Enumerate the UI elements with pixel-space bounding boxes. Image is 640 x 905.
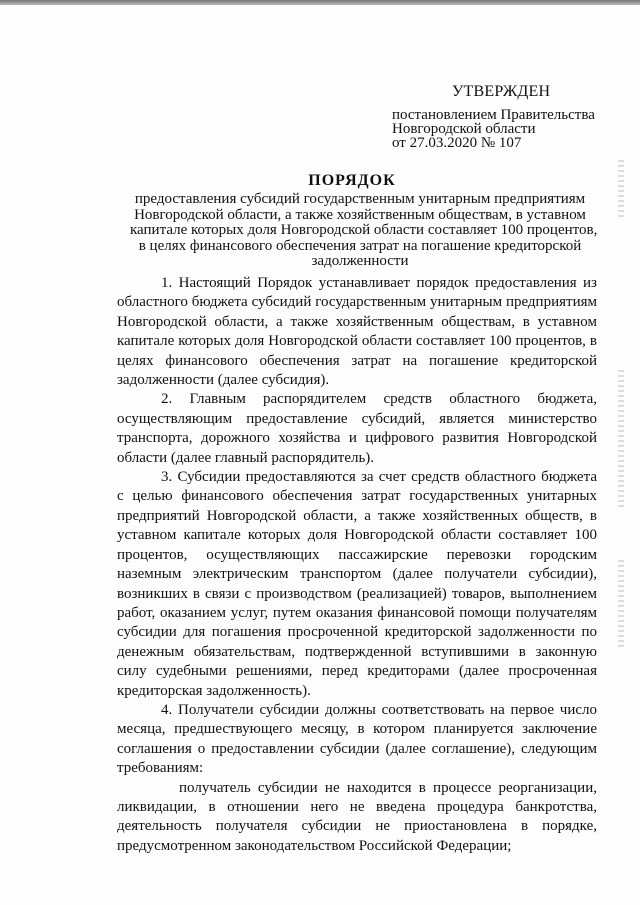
document-body <box>117 274 597 856</box>
subtitle-line: капитале которых доля Новгородской области составляет 100 процентов, <box>130 222 598 238</box>
approval-title: УТВЕРЖДЕН <box>452 83 551 100</box>
document-title: ПОРЯДОК <box>308 172 396 189</box>
subtitle-line: в целях финансового обеспечения затрат на погашение кредиторской <box>138 237 582 254</box>
margin-stamp-mark <box>618 160 624 220</box>
approval-line: постановлением Правительства <box>392 107 595 123</box>
paragraph-requirement-1: получатель субсидии не находится в процессе реорганизации, ликвидации, в отношении него не введена процедура банкротства, деятельность получателя субсидии не приостановлена в порядке, предусмотренном законодательством Российской Федерации; <box>117 779 597 854</box>
approval-line: Новгородской области <box>392 121 536 137</box>
paragraph-2: 2. Главным распорядителем средств областного бюджета, осуществляющим предоставление субсидий, является министерство транспорта, дорожного хозяйства и цифрового развития Новгородской области (далее главный распорядитель). <box>117 391 597 466</box>
subtitle-line: предоставления субсидий государственным унитарным предприятиям <box>134 191 586 207</box>
subtitle-line: Новгородской области, а также хозяйственным обществам, в уставном <box>134 206 586 223</box>
margin-stamp-mark <box>618 560 624 650</box>
page-top-edge <box>0 0 640 5</box>
paragraph-1: 1. Настоящий Порядок устанавливает порядок предоставления из областного бюджета субсидий государственным унитарным предприятиям Новгородской области, а также хозяйственным обществам, в уставном капитале которых доля Новгородской области составляет 100 процентов, в целях финансового обеспечения затрат на погашение кредиторской задолженности (далее субсидия). <box>117 275 597 389</box>
margin-stamp-mark <box>618 370 624 510</box>
subtitle-line: задолженности <box>311 253 409 269</box>
paragraph-4: 4. Получатели субсидии должны соответствовать на первое число месяца, предшествующего месяцу, в котором планируется заключение соглашения о предоставлении субсидии (далее соглашение), следующим требованиям: <box>117 701 597 777</box>
document-subtitle <box>130 191 598 270</box>
approval-line: от 27.03.2020 № 107 <box>392 135 522 151</box>
paragraph-3: 3. Субсидии предоставляются за счет средств областного бюджета с целью финансового обеспечения затрат государственных унитарных предприятий Новгородской области, а также хозяйственных обществ, в уставном капитале которых доля Новгородской области составляет 100 процентов, осуществляющих пассажирские перевозки городским наземным электрическим транспортом (далее получатели субсидии), возникших в связи с производством (реализацией) товаров, выполнением работ, оказанием услуг, путем оказания финансовой помощи получателям субсидии для погашения просроченной кредиторской задолженности по денежным обязательствам, подтвержденной вступившими в законную силу судебными решениями, перед кредиторами (далее просроченная кредиторская задолженность). <box>117 469 597 699</box>
